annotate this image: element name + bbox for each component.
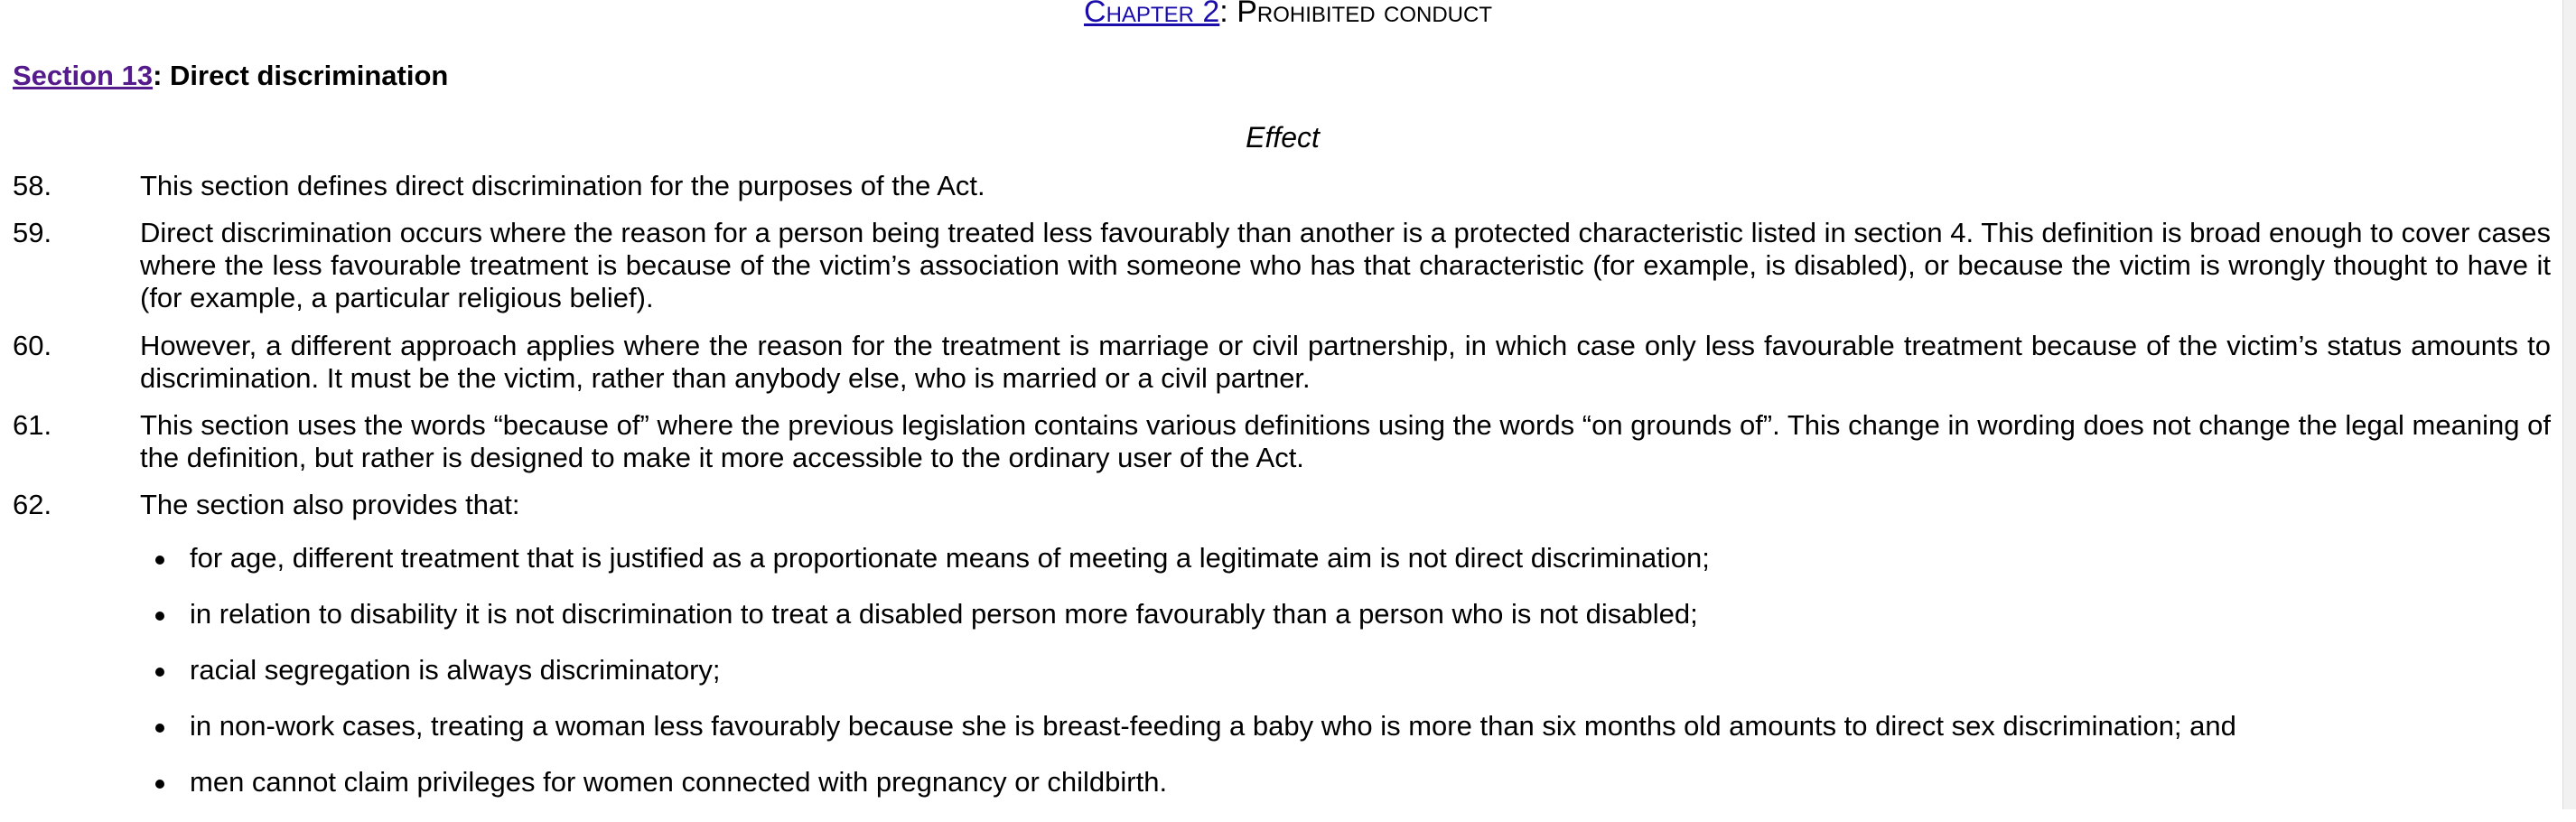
section-heading	[13, 58, 448, 94]
list-item: for age, different treatment that is justified as a proportionate means of meeting a legitimate aim is not direct discrimination;	[154, 542, 2556, 598]
list-item: racial segregation is always discriminatory;	[154, 654, 2556, 710]
paragraph-text: However, a different approach applies where the reason for the treatment is marriage or civil partnership, in which case only less favourable treatment because of the victim’s status amounts to discrimination. It must be the victim, rather than anybody else, who is married or a civil partner.	[140, 330, 2551, 394]
list-item: in relation to disability it is not discrimination to treat a disabled person more favourably than a person who is not disabled;	[154, 598, 2556, 654]
chapter-separator: :	[1219, 0, 1237, 29]
chapter-title: Prohibited conduct	[1237, 0, 1492, 29]
list-item: men cannot claim privileges for women connected with pregnancy or childbirth.	[154, 766, 2556, 822]
paragraph-text: Direct discrimination occurs where the reason for a person being treated less favourably than another is a protected characteristic listed in section 4. This definition is broad enough to cover cases where the less favourable treatment is because of the victim’s association with someone who has that characteristic (for example, is disabled), or because the victim is wrongly thought to have it (for example, a particular religious belief).	[140, 217, 2551, 313]
paragraph-number: 60.	[13, 330, 52, 361]
paragraph-59	[13, 217, 2551, 314]
paragraph-number: 61.	[13, 409, 52, 441]
chapter-heading	[0, 0, 2576, 27]
subheading-effect: Effect	[1246, 121, 1320, 154]
paragraph-number: 58.	[13, 170, 52, 201]
paragraph-60	[13, 330, 2551, 395]
section-title: : Direct discrimination	[153, 60, 449, 91]
paragraph-text: This section uses the words “because of” where the previous legislation contains various definitions using the words “on grounds of”. This change in wording does not change the legal meaning of the definition, but rather is designed to make it more accessible to the ordinary user of the Act.	[140, 409, 2551, 473]
paragraph-text: This section defines direct discrimination for the purposes of the Act.	[140, 170, 985, 201]
list-item: in non-work cases, treating a woman less favourably because she is breast-feeding a baby who is more than six months old amounts to direct sex discrimination; and	[154, 710, 2556, 766]
paragraph-61	[13, 409, 2551, 474]
section-link[interactable]: Section 13	[13, 60, 154, 91]
paragraph-number: 59.	[13, 217, 52, 248]
paragraph-text: The section also provides that:	[140, 489, 520, 520]
vertical-scrollbar[interactable]	[2562, 0, 2576, 809]
paragraph-62	[13, 489, 2551, 521]
provisions-list	[154, 542, 2556, 822]
paragraph-58	[13, 170, 2551, 202]
chapter-link[interactable]: Chapter 2	[1084, 0, 1220, 29]
paragraph-number: 62.	[13, 489, 52, 520]
